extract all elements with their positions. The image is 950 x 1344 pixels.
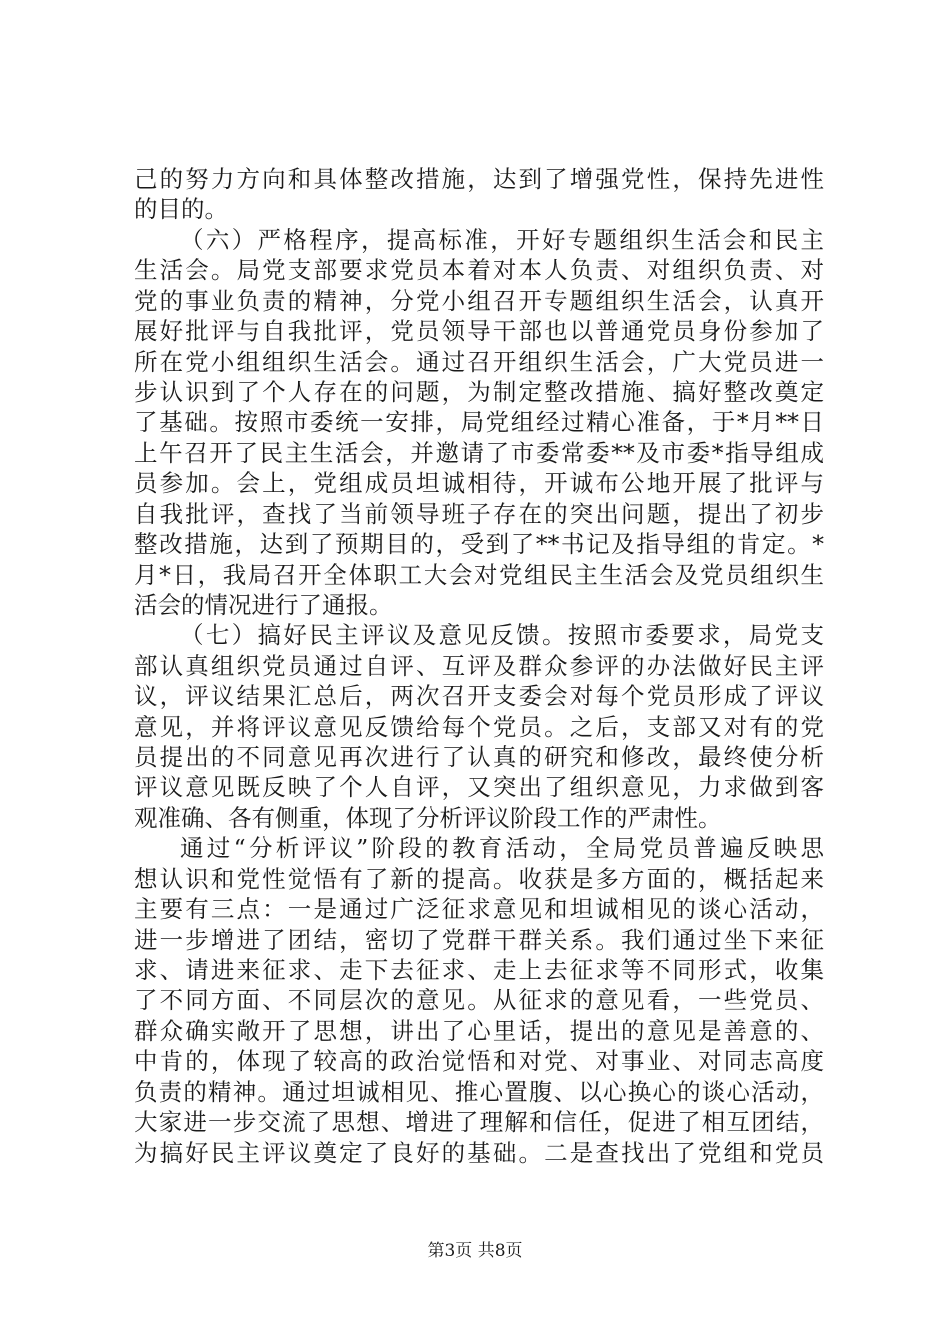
text-line: 生活会。局党支部要求党员本着对本人负责、对组织负责、对 — [134, 256, 824, 284]
text-line: 意见，并将评议意见反馈给每个党员。之后，支部又对有的党 — [134, 713, 824, 741]
text-line: 了基础。按照市委统一安排，局党组经过精心准备，于*月**日 — [134, 408, 824, 436]
text-line: 整改措施，达到了预期目的，受到了**书记及指导组的肯定。* — [134, 530, 824, 558]
text-line: 中肯的，体现了较高的政治觉悟和对党、对事业、对同志高度 — [134, 1047, 824, 1075]
text-line: 议，评议结果汇总后，两次召开支委会对每个党员形成了评议 — [134, 682, 824, 710]
text-line: 想认识和党性觉悟有了新的提高。收获是多方面的，概括起来 — [134, 865, 824, 893]
text-line: 所在党小组组织生活会。通过召开组织生活会，广大党员进一 — [134, 348, 824, 376]
text-line: （六）严格程序，提高标准，开好专题组织生活会和民主 — [180, 226, 824, 254]
page-footer: 第3页 共8页 — [427, 1241, 523, 1261]
text-line: 主要有三点：一是通过广泛征求意见和坦诚相见的谈心活动， — [134, 895, 824, 923]
text-line: 通过“分析评议”阶段的教育活动，全局党员普遍反映思 — [180, 834, 824, 862]
text-line: 上午召开了民主生活会，并邀请了市委常委**及市委*指导组成 — [134, 439, 824, 467]
text-line: 评议意见既反映了个人自评，又突出了组织意见，力求做到客 — [134, 773, 824, 801]
text-line: 负责的精神。通过坦诚相见、推心置腹、以心换心的谈心活动， — [134, 1078, 824, 1106]
text-line: 月*日，我局召开全体职工大会对党组民主生活会及党员组织生 — [134, 561, 824, 589]
text-line: 为搞好民主评议奠定了良好的基础。二是查找出了党组和党员 — [134, 1139, 824, 1167]
text-line: 活会的情况进行了通报。 — [134, 591, 393, 619]
text-line: 党的事业负责的精神，分党小组召开专题组织生活会，认真开 — [134, 287, 824, 315]
text-line: 群众确实敞开了思想，讲出了心里话，提出的意见是善意的、 — [134, 1017, 824, 1045]
text-line: 步认识到了个人存在的问题，为制定整改措施、搞好整改奠定 — [134, 378, 824, 406]
text-line: 进一步增进了团结，密切了党群干群关系。我们通过坐下来征 — [134, 926, 824, 954]
text-line: 部认真组织党员通过自评、互评及群众参评的办法做好民主评 — [134, 652, 824, 680]
text-line: 求、请进来征求、走下去征求、走上去征求等不同形式，收集 — [134, 956, 824, 984]
text-line: 展好批评与自我批评，党员领导干部也以普通党员身份参加了 — [134, 317, 824, 345]
text-line: 的目的。 — [134, 195, 228, 223]
text-line: 观准确、各有侧重，体现了分析评议阶段工作的严肃性。 — [134, 804, 722, 832]
text-line: 员参加。会上，党组成员坦诚相待，开诚布公地开展了批评与 — [134, 469, 824, 497]
text-line: 了不同方面、不同层次的意见。从征求的意见看，一些党员、 — [134, 986, 824, 1014]
text-line: 员提出的不同意见再次进行了认真的研究和修改，最终使分析 — [134, 743, 824, 771]
text-line: 大家进一步交流了思想、增进了理解和信任，促进了相互团结， — [134, 1108, 824, 1136]
text-line: 自我批评，查找了当前领导班子存在的突出问题，提出了初步 — [134, 500, 824, 528]
text-line: 己的努力方向和具体整改措施，达到了增强党性，保持先进性 — [134, 165, 824, 193]
text-line: （七）搞好民主评议及意见反馈。按照市委要求，局党支 — [180, 621, 824, 649]
